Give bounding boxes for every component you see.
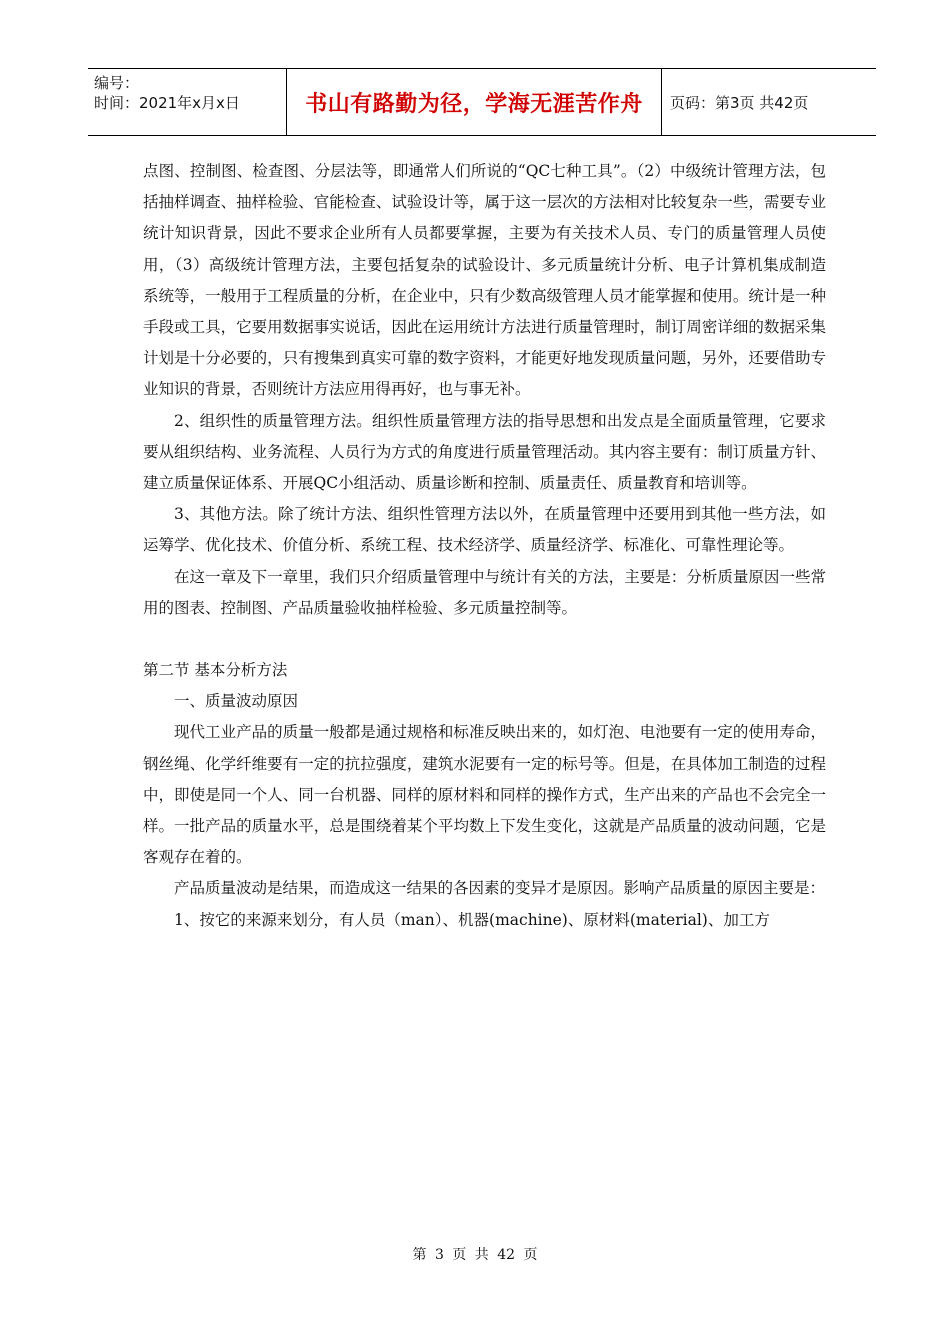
- document-number-label: 编号：: [94, 74, 140, 92]
- paragraph-quality-variation: 现代工业产品的质量一般都是通过规格和标准反映出来的，如灯泡、电池要有一定的使用寿命，钢丝绳、化学纤维要有一定的抗拉强度，建筑水泥要有一定的标号等。但是，在具体加工制造的过程中，即使是同一个人、同一台机器、同样的原材料和同样的操作方式，生产出来的产品也不会完全一样。一批产品的质量水平，总是围绕着某个平均数上下发生变化，这就是产品质量的波动问题，它是客观存在着的。: [143, 723, 826, 867]
- subsection-heading: 一、质量波动原因: [174, 692, 299, 711]
- header-motto-cell: [287, 69, 662, 135]
- header-page-info: 页码：第3页 共42页: [670, 93, 809, 112]
- section-heading: 第二节 基本分析方法: [143, 661, 288, 680]
- header-motto: 书山有路勤为径，学海无涯苦作舟: [305, 91, 643, 117]
- document-time-label: 时间：2021年x月x日: [94, 94, 240, 112]
- paragraph-variation-causes: 产品质量波动是结果，而造成这一结果的各因素的变异才是原因。影响产品质量的原因主要是：: [174, 879, 826, 898]
- paragraph-continuation: 点图、控制图、检查图、分层法等，即通常人们所说的“QC七种工具”。（2）中级统计管理方法，包括抽样调查、抽样检验、官能检查、试验设计等，属于这一层次的方法相对比较复杂一些，需要专业统计知识背景，因此不要求企业所有人员都要掌握，主要为有关技术人员、专门的质量管理人员使用，（3）高级统计管理方法，主要包括复杂的试验设计、多元质量统计分析、电子计算机集成制造系统等，一般用于工程质量的分析，在企业中，只有少数高级管理人员才能掌握和使用。统计是一种手段或工具，它要用数据事实说话，因此在运用统计方法进行质量管理时，制订周密详细的数据采集计划是十分必要的，只有搜集到真实可靠的数字资料，才能更好地发现质量问题，另外，还要借助专业知识的背景，否则统计方法应用得再好，也与事无补。: [143, 162, 826, 399]
- paragraph-organizational-methods: 2、组织性的质量管理方法。组织性质量管理方法的指导思想和出发点是全面质量管理，它要求要从组织结构、业务流程、人员行为方式的角度进行质量管理活动。其内容主要有：制订质量方针、建立质量保证体系、开展QC小组活动、质量诊断和控制、质量责任、质量教育和培训等。: [143, 411, 826, 493]
- paragraph-other-methods: 3、其他方法。除了统计方法、组织性管理方法以外，在质量管理中还要用到其他一些方法，如运筹学、优化技术、价值分析、系统工程、技术经济学、质量经济学、标准化、可靠性理论等。: [143, 505, 826, 555]
- header-meta: [88, 69, 287, 135]
- page-footer: 第 3 页 共 42 页: [412, 1247, 538, 1263]
- page-header: [88, 68, 876, 136]
- paragraph-cause-sources: 1、按它的来源来划分，有人员（man）、机器(machine)、原材料(material)、加工方: [174, 910, 770, 929]
- document-body: [143, 156, 826, 936]
- paragraph-chapter-intro: 在这一章及下一章里，我们只介绍质量管理中与统计有关的方法，主要是：分析质量原因一些常用的图表、控制图、产品质量验收抽样检验、多元质量控制等。: [143, 567, 826, 617]
